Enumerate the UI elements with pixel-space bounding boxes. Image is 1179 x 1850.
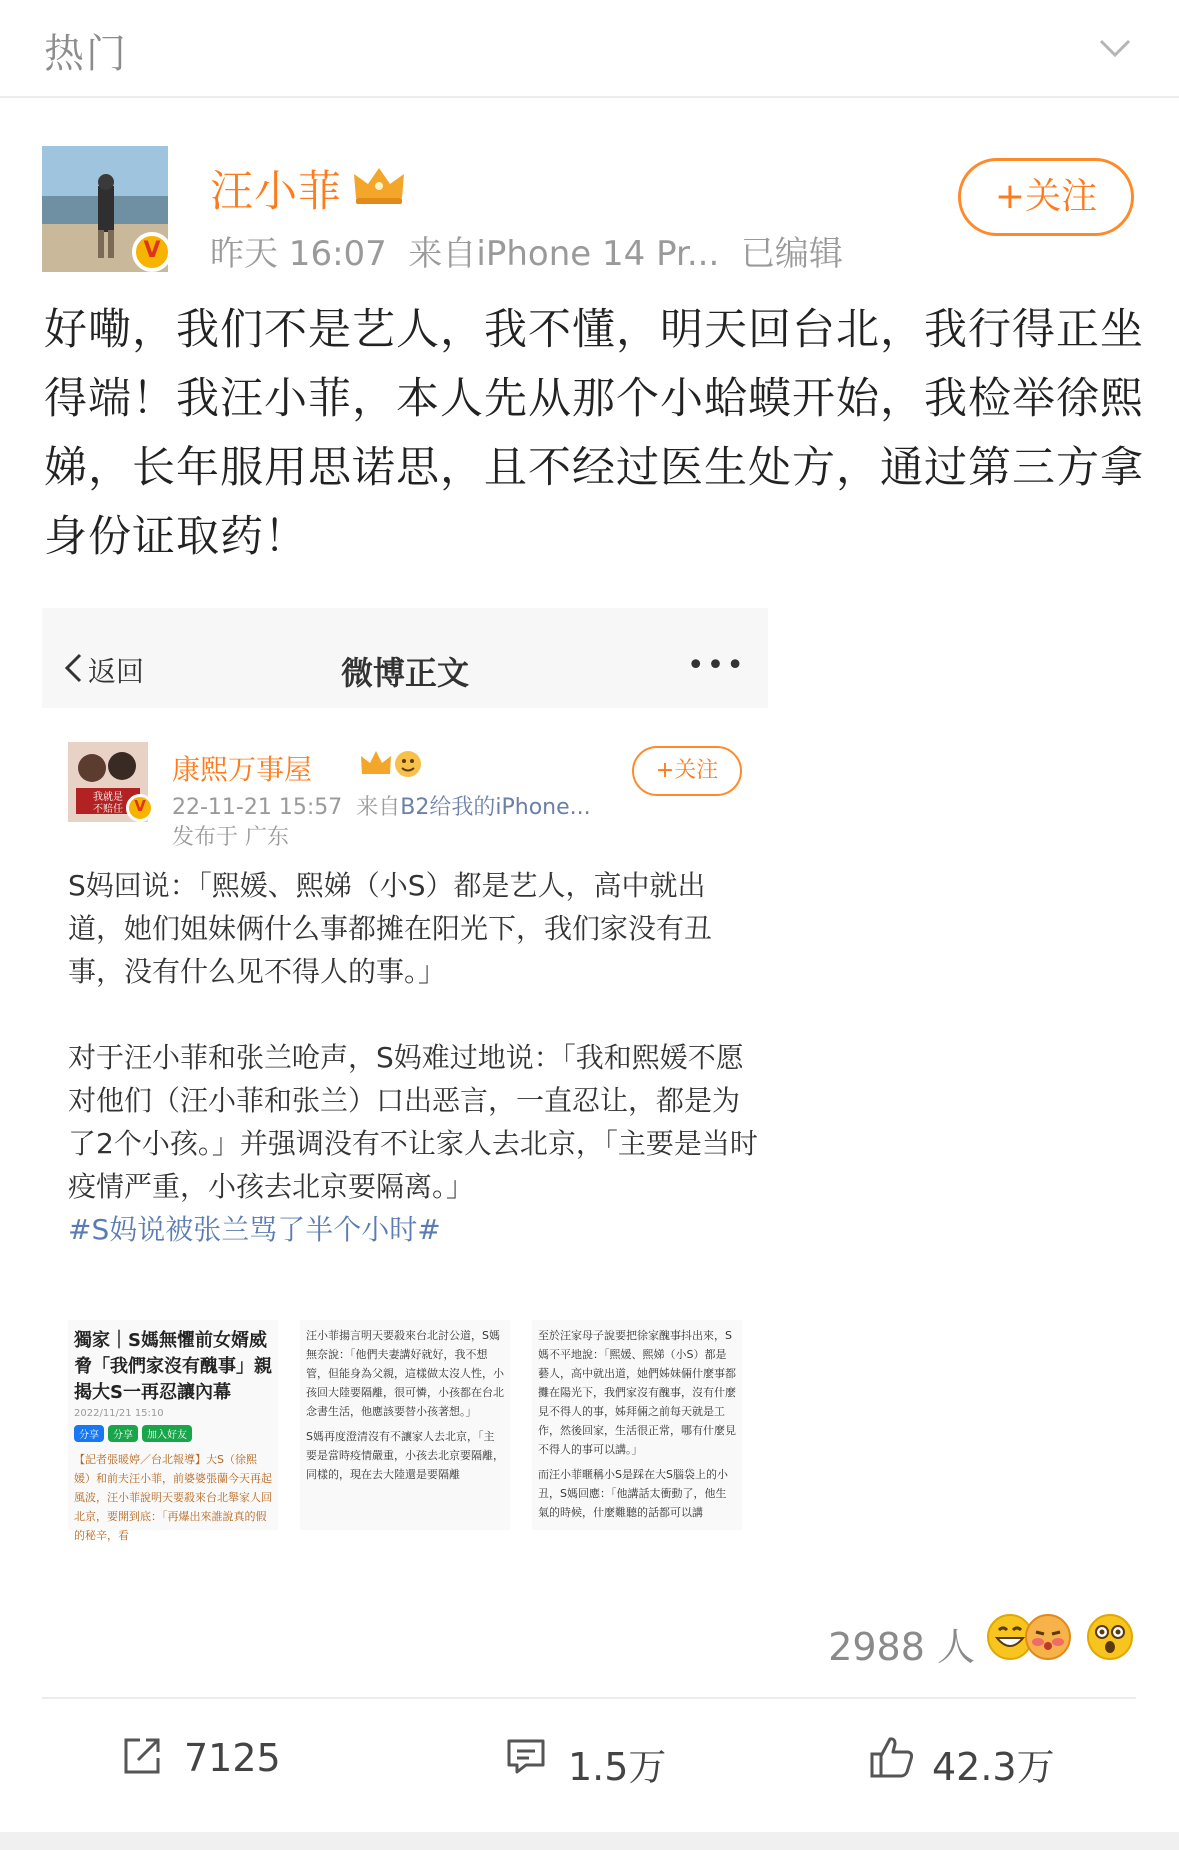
follow-button[interactable]: +关注 xyxy=(958,158,1134,236)
shocked-emoji-icon xyxy=(1085,1612,1135,1662)
embed-paragraph-2: 对于汪小菲和张兰呛声，S妈难过地说：「我和熙媛不愿对他们（汪小菲和张兰）口出恶言，一直忍让，都是为了2个小孩。」并强调没有不让家人去北京，「主要是当时疫情严重，小孩去北京要隔离。」 xyxy=(68,1041,758,1203)
comment-icon xyxy=(504,1734,548,1778)
feed-title: 热门 xyxy=(44,31,128,77)
embed-author-name: 康熙万事屋 xyxy=(172,753,313,786)
embed-image-grid xyxy=(68,1320,742,1542)
bottom-strip xyxy=(0,1832,1179,1850)
repost-count: 7125 xyxy=(184,1736,281,1780)
reaction-count: 2988 人 xyxy=(828,1625,975,1669)
hashtag-link: #S妈说被张兰骂了半个小时# xyxy=(68,1213,441,1246)
avatar-caption-2: 不赔任 xyxy=(93,804,123,815)
top-bar xyxy=(0,0,1179,98)
post-body: 好嘞，我们不是艺人，我不懂，明天回台北，我行得正坐得端！我汪小菲，本人先从那个小蛤蟆开始，我检举徐熙娣，长年服用思诺思，且不经过医生处方，通过第三方拿身份证取药！ xyxy=(44,305,1144,562)
post-timestamp: 昨天 16:07 xyxy=(210,234,387,274)
embed-verified-letter: V xyxy=(134,797,146,815)
embed-paragraph-1: S妈回说：「熙媛、熙娣（小S）都是艺人，高中就出道，她们姐妹俩什么事都摊在阳光下，我们家没有丑事，没有什么见不得人的事。」 xyxy=(68,869,713,988)
avatar-caption: 我就是 xyxy=(93,792,123,803)
add-friend-chip: 加入好友 xyxy=(142,1425,192,1442)
embed-source-prefix: 来自 xyxy=(356,795,401,820)
news-date: 2022/11/21 15:10 xyxy=(74,1408,164,1419)
embed-nav-bar xyxy=(42,608,768,708)
share-chip: 分享 xyxy=(108,1425,138,1442)
repost-icon xyxy=(120,1734,164,1778)
embed-nav-title: 微博正文 xyxy=(340,654,469,692)
embedded-screenshot[interactable] xyxy=(42,608,768,1568)
like-icon xyxy=(868,1734,916,1780)
more-icon: ••• xyxy=(686,648,746,683)
news-lead: 【記者張暖婷／台北報導】大S（徐熙媛）和前夫汪小菲，前婆婆張蘭今天再起風波，汪小菲說明天要殺來台北舉家人回北京，要開到底：「再爆出來誰說真的假的秘辛，看 xyxy=(74,1453,272,1542)
embed-location: 发布于 广东 xyxy=(172,825,289,850)
embed-source: B2给我的iPhone... xyxy=(400,795,591,820)
like-count: 42.3万 xyxy=(932,1745,1055,1789)
share-chip: 分享 xyxy=(74,1425,104,1442)
news-thumb-3 xyxy=(532,1320,742,1530)
crown-icon xyxy=(350,162,408,208)
embed-meta xyxy=(172,790,591,821)
post-header xyxy=(0,140,1179,280)
embed-verified-badge-icon xyxy=(126,794,154,822)
verified-badge-icon xyxy=(132,232,172,272)
action-bar xyxy=(0,1712,1179,1802)
back-label: 返回 xyxy=(88,655,145,688)
embed-timestamp: 22-11-21 15:57 xyxy=(172,795,343,820)
news-text-2: 而汪小菲暱稱小S是踩在大S腦袋上的小丑，S媽回應：「他講話太衝動了，他生氣的時候，什麼難聽的話都可以講 xyxy=(538,1468,728,1519)
post-meta xyxy=(210,226,843,275)
news-text: 汪小菲揚言明天要殺來台北討公道，S媽無奈說：「他們夫妻講好就好，我不想管，但能身為父親，這樣做太沒人性，小孩回大陸要隔離，很可憐，小孩都在台北念書生活，他應該要替小孩著想。」 xyxy=(306,1329,504,1418)
chevron-down-icon[interactable] xyxy=(1095,28,1135,68)
edited-label: 已编辑 xyxy=(740,234,843,274)
post-source: 来自iPhone 14 Pr... xyxy=(408,234,720,274)
share-chips xyxy=(68,1421,278,1444)
news-thumb-1 xyxy=(68,1320,278,1542)
embed-body xyxy=(68,864,758,1251)
embed-crown-icon xyxy=(360,748,424,780)
news-thumb-2 xyxy=(300,1320,510,1530)
reaction-summary[interactable] xyxy=(675,1612,1135,1669)
comment-count: 1.5万 xyxy=(568,1745,667,1789)
divider xyxy=(42,1697,1136,1699)
news-text-2: S媽再度澄清沒有不讓家人去北京，「主要是當時疫情嚴重，小孩去北京要隔離，同樣的，現在去大陸還是要隔離 xyxy=(306,1430,504,1481)
blush-emoji-icon xyxy=(1023,1612,1073,1662)
news-text: 至於汪家母子說要把徐家醜事抖出來，S媽不平地說：「熙媛、熙娣（小S）都是藝人，高中就出道，她們姊妹倆什麼事都攤在陽光下，我們家沒有醜事，沒有什麼見不得人的事，姊拜倆之前每天就是工作，然後回家，生活很正常，哪有什麼見不得人的事可以講。」 xyxy=(538,1329,736,1456)
verified-badge-letter: V xyxy=(143,238,161,263)
author-name[interactable]: 汪小菲 xyxy=(210,167,342,217)
embed-follow-button: +关注 xyxy=(632,746,742,796)
news-headline: 獨家｜S媽無懼前女婿威脅「我們家沒有醜事」親揭大S一再忍讓內幕 xyxy=(74,1330,272,1403)
